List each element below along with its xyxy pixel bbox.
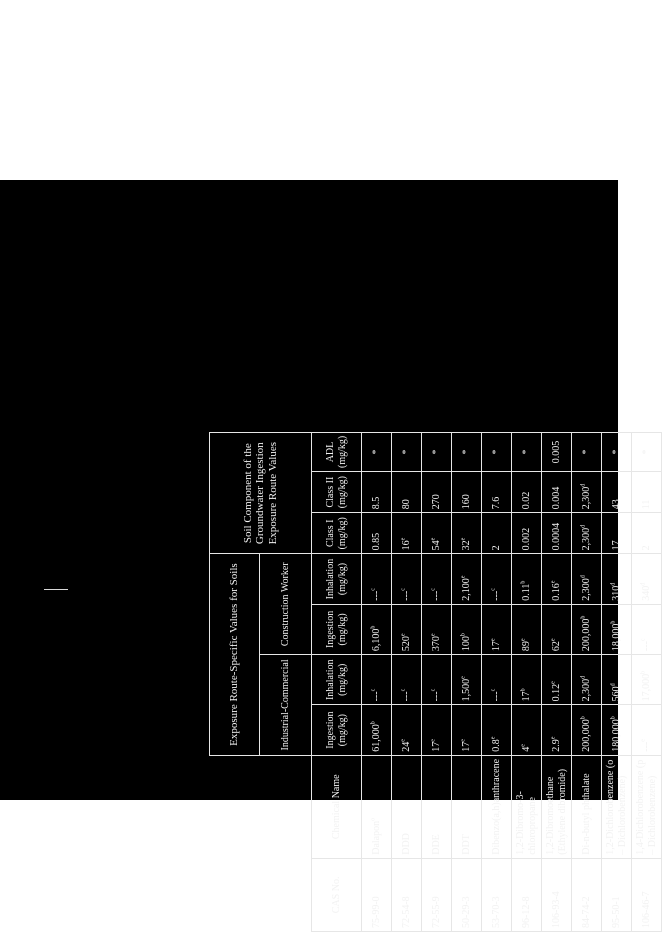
con-ingestion-cell-value: --- <box>640 641 652 652</box>
header-blank-cell <box>210 755 260 858</box>
ind-inhalation-cell-footnote: c <box>400 688 407 692</box>
class1-cell <box>512 513 542 554</box>
class2-cell-value: 270 <box>430 494 442 510</box>
chemical-name-cell-value: Di-n-butyl phthalate <box>580 773 592 855</box>
ind-inhalation-cell-footnote: b <box>520 688 527 692</box>
scan-mark-dash <box>44 589 68 590</box>
col-con-inhalation: Inhalation (mg/kg) <box>312 554 362 604</box>
ind-inhalation-cell-value: --- <box>430 691 442 702</box>
con-inhalation-cell-value: --- <box>370 590 382 601</box>
con-inhalation-cell <box>632 554 662 604</box>
class2-cell <box>422 472 452 513</box>
col-ind-ingestion: Ingestion (mg/kg) <box>312 705 362 755</box>
class2-cell <box>632 472 662 513</box>
class1-cell-value: 16 <box>400 540 412 551</box>
cas-cell-value: 84-74-2 <box>580 896 592 928</box>
ind-inhalation-cell-footnote: c <box>490 688 497 692</box>
ind-inhalation-cell-footnote: c <box>370 688 377 692</box>
table-row <box>512 433 542 932</box>
class2-cell-value: 7.6 <box>490 496 502 510</box>
con-inhalation-cell-footnote: c <box>430 588 437 591</box>
ind-inhalation-cell-footnote: c <box>430 688 437 692</box>
cas-cell <box>512 858 542 931</box>
ind-ingestion-cell-footnote: e <box>400 739 407 742</box>
ind-ingestion-cell-footnote: b <box>580 716 587 720</box>
ind-ingestion-cell-footnote: e <box>550 736 557 740</box>
table-row <box>422 433 452 932</box>
class1-cell-footnote: e <box>460 537 467 541</box>
ind-ingestion-cell-footnote: e <box>430 739 437 742</box>
class2-cell <box>602 472 632 513</box>
ind-inhalation-cell-value: --- <box>370 691 382 702</box>
cas-cell <box>362 858 392 931</box>
chemical-name-cell <box>542 755 572 858</box>
ind-ingestion-cell-footnote: e <box>520 744 527 747</box>
con-ingestion-cell-footnote: e <box>520 638 527 642</box>
con-inhalation-cell-footnote: c <box>490 588 497 591</box>
ind-ingestion-cell <box>452 705 482 755</box>
ind-ingestion-cell-value: 17 <box>430 741 442 752</box>
chemical-name-cell-value: DDE <box>430 834 442 855</box>
con-ingestion-cell-value: 520 <box>400 636 412 652</box>
chemical-name-cell <box>452 755 482 858</box>
table-row <box>602 433 632 932</box>
adl-cell-value: * <box>430 449 442 455</box>
con-inhalation-cell-footnote: e <box>550 580 557 584</box>
class1-cell-footnote: d <box>580 524 587 528</box>
class1-cell-value: 0.85 <box>370 532 382 551</box>
cas-cell <box>452 858 482 931</box>
ind-inhalation-cell <box>632 655 662 705</box>
con-inhalation-cell-footnote: c <box>400 588 407 591</box>
con-inhalation-cell <box>422 554 452 604</box>
con-ingestion-cell-value: 200,000 <box>580 618 592 652</box>
ind-inhalation-cell-footnote: d <box>610 683 617 687</box>
class1-cell-value: 54 <box>430 540 442 551</box>
class1-cell <box>632 513 662 554</box>
ind-inhalation-cell-value: 560 <box>610 686 622 702</box>
ind-ingestion-cell-footnote: e <box>640 739 647 742</box>
con-ingestion-cell <box>572 604 602 654</box>
cas-cell-value: 96-12-8 <box>520 896 532 928</box>
con-inhalation-cell-value: 2,300 <box>580 578 592 601</box>
con-inhalation-cell-footnote: d <box>580 575 587 579</box>
ind-inhalation-cell <box>422 655 452 705</box>
con-ingestion-cell-footnote: e <box>550 638 557 642</box>
adl-cell-value: * <box>490 449 502 455</box>
cas-cell-value: 72-55-9 <box>430 896 442 928</box>
class2-cell <box>482 472 512 513</box>
table-row <box>632 433 662 932</box>
chemical-name-cell <box>572 755 602 858</box>
header-blank-cell <box>260 858 312 931</box>
table-row <box>542 433 572 932</box>
con-ingestion-cell <box>512 604 542 654</box>
ind-inhalation-cell-footnote: e <box>550 681 557 684</box>
adl-cell <box>512 433 542 472</box>
col-name: Chemical Name <box>312 755 362 858</box>
ind-ingestion-cell-footnote: e <box>490 736 497 740</box>
chemical-name-cell <box>362 755 392 858</box>
con-inhalation-cell-footnote: d <box>640 582 647 586</box>
class1-cell-value: 2 <box>490 545 502 551</box>
ind-ingestion-cell <box>602 705 632 755</box>
con-ingestion-cell-value: 62 <box>550 641 562 652</box>
class1-cell-value: 0.0004 <box>550 522 562 551</box>
ind-inhalation-cell-footnote: d <box>580 675 587 679</box>
class2-cell-value: 160 <box>460 494 472 510</box>
con-ingestion-cell <box>422 604 452 654</box>
ind-ingestion-cell-value: --- <box>640 741 652 752</box>
con-inhalation-cell-value: --- <box>490 590 502 601</box>
con-ingestion-cell-value: 89 <box>520 641 532 652</box>
header-blank-cell <box>260 755 312 858</box>
table-body <box>362 433 662 932</box>
cas-cell-value: 50-29-3 <box>460 896 472 928</box>
ind-ingestion-cell-value: 200,000 <box>580 719 592 752</box>
con-inhalation-cell <box>512 554 542 604</box>
cas-cell <box>392 858 422 931</box>
construction-title: Construction Worker <box>260 554 312 655</box>
con-ingestion-cell-footnote: b <box>460 633 467 637</box>
class1-cell <box>602 513 632 554</box>
ind-inhalation-cell-value: 17 <box>520 691 532 702</box>
ind-inhalation-cell-value: 2,300 <box>580 678 592 702</box>
ind-inhalation-cell-value: 17,000 <box>640 673 652 702</box>
chemical-name-cell-value: 1,2-Dichlorobenzene (o – Dichlorobenzene) <box>605 759 628 855</box>
ind-ingestion-cell-footnote: e <box>460 739 467 742</box>
col-class2: Class II (mg/kg) <box>312 472 362 513</box>
class2-cell-value: 11 <box>640 499 652 510</box>
adl-cell <box>452 433 482 472</box>
class1-cell-value: 2,300 <box>580 527 592 551</box>
ind-ingestion-cell <box>362 705 392 755</box>
cas-cell <box>632 858 662 931</box>
chemical-name-cell <box>512 755 542 858</box>
cas-cell-value: 53-70-3 <box>490 896 502 928</box>
class1-cell <box>542 513 572 554</box>
con-inhalation-cell-value: 2,100 <box>460 578 472 601</box>
ind-ingestion-cell-value: 4 <box>520 746 532 752</box>
class1-cell-value: 2 <box>640 545 652 551</box>
con-inhalation-cell <box>362 554 392 604</box>
exposure-values-table <box>209 432 662 932</box>
ind-ingestion-cell <box>512 705 542 755</box>
class1-cell <box>362 513 392 554</box>
ind-ingestion-cell <box>482 705 512 755</box>
ind-ingestion-cell <box>542 705 572 755</box>
ind-ingestion-cell-value: 24 <box>400 741 412 752</box>
table-row <box>362 433 392 932</box>
adl-cell <box>482 433 512 472</box>
ind-inhalation-cell <box>452 655 482 705</box>
class1-cell <box>452 513 482 554</box>
cas-cell <box>542 858 572 931</box>
table-row <box>482 433 512 932</box>
con-ingestion-cell-value: 100 <box>460 636 472 652</box>
con-ingestion-cell-value: 370 <box>430 636 442 652</box>
chemical-name-cell <box>392 755 422 858</box>
ind-ingestion-cell <box>632 705 662 755</box>
class1-cell-value: 32 <box>460 540 472 551</box>
class2-cell <box>512 472 542 513</box>
class2-cell <box>572 472 602 513</box>
con-ingestion-cell <box>392 604 422 654</box>
col-adl: ADL (mg/kg) <box>312 433 362 472</box>
ind-ingestion-cell-footnote: b <box>610 716 617 720</box>
con-inhalation-cell <box>452 554 482 604</box>
ind-inhalation-cell-footnote: e <box>460 676 467 679</box>
class1-cell-footnote: e <box>400 537 407 541</box>
con-ingestion-cell-footnote: e <box>490 638 497 642</box>
con-inhalation-cell <box>602 554 632 604</box>
class2-cell-value: 80 <box>400 499 412 510</box>
class2-cell-value: 0.004 <box>550 486 562 510</box>
chemical-name-cell <box>602 755 632 858</box>
ind-inhalation-cell <box>572 655 602 705</box>
cas-cell-value: 75-99-0 <box>370 896 382 928</box>
chemical-name-cell-footnote: o <box>370 817 377 821</box>
chemical-name-cell <box>632 755 662 858</box>
class2-cell <box>362 472 392 513</box>
class1-cell-footnote: e <box>430 537 437 541</box>
table-row <box>392 433 422 932</box>
con-inhalation-cell-value: --- <box>400 590 412 601</box>
cas-cell <box>572 858 602 931</box>
ind-ingestion-cell <box>572 705 602 755</box>
adl-cell <box>362 433 392 472</box>
class2-cell-value: 0.02 <box>520 491 532 510</box>
ind-ingestion-cell <box>392 705 422 755</box>
chemical-name-cell-value: 1,4-Dichlorobenzene (p – Dichlorobenzene) <box>635 759 658 855</box>
con-ingestion-cell-value: 6,100 <box>370 628 382 652</box>
adl-cell-value: * <box>520 449 532 455</box>
ind-ingestion-cell-value: 180,000 <box>610 719 622 752</box>
adl-cell-value: * <box>460 449 472 455</box>
con-inhalation-cell <box>392 554 422 604</box>
con-inhalation-cell-value: 340 <box>640 585 652 601</box>
adl-cell <box>422 433 452 472</box>
scanned-page <box>0 180 658 928</box>
ind-inhalation-cell <box>512 655 542 705</box>
con-inhalation-cell-value: 0.11 <box>520 583 532 601</box>
class1-cell <box>392 513 422 554</box>
class1-cell-value: 17 <box>610 540 622 551</box>
con-ingestion-cell <box>452 604 482 654</box>
class1-cell <box>482 513 512 554</box>
adl-cell-value: 0.005 <box>550 440 562 464</box>
adl-cell-value: * <box>580 449 592 455</box>
col-con-ingestion: Ingestion (mg/kg) <box>312 604 362 654</box>
adl-cell <box>542 433 572 472</box>
adl-cell <box>572 433 602 472</box>
ind-inhalation-cell-value: 0.12 <box>550 683 562 702</box>
table-row <box>452 433 482 932</box>
ind-ingestion-cell <box>422 705 452 755</box>
con-ingestion-cell <box>362 604 392 654</box>
con-ingestion-cell-footnote: b <box>580 615 587 619</box>
con-ingestion-cell <box>602 604 632 654</box>
con-inhalation-cell-footnote: d <box>610 582 617 586</box>
ind-ingestion-cell-value: 0.8 <box>490 739 502 752</box>
class2-cell <box>542 472 572 513</box>
group-title: Exposure Route-Specific Values for Soils <box>210 554 260 755</box>
con-inhalation-cell-value: 0.16 <box>550 583 562 601</box>
ind-inhalation-cell <box>482 655 512 705</box>
chemical-name-cell-value: Dalapon <box>370 820 382 855</box>
class2-cell <box>392 472 422 513</box>
ind-inhalation-cell-value: 1,500 <box>460 678 472 702</box>
ind-ingestion-cell-value: 17 <box>460 741 472 752</box>
class1-cell <box>572 513 602 554</box>
rotated-table-wrapper <box>209 432 658 932</box>
ind-inhalation-cell <box>542 655 572 705</box>
con-ingestion-cell <box>632 604 662 654</box>
con-ingestion-cell-footnote: e <box>430 633 437 637</box>
con-inhalation-cell <box>482 554 512 604</box>
chemical-name-cell-value: 1,2-Dibromo-3-chloropropane <box>515 791 538 855</box>
industrial-title: Industrial-Commercial <box>260 655 312 756</box>
chemical-name-cell <box>482 755 512 858</box>
cas-cell <box>602 858 632 931</box>
adl-cell-value: * <box>610 449 622 455</box>
chemical-name-cell <box>422 755 452 858</box>
class2-cell-footnote: d <box>580 483 587 487</box>
ind-ingestion-cell-value: 2.9 <box>550 739 562 752</box>
adl-cell <box>632 433 662 472</box>
con-ingestion-cell <box>482 604 512 654</box>
con-ingestion-cell-value: 18,000 <box>610 623 622 652</box>
con-inhalation-cell <box>542 554 572 604</box>
con-inhalation-cell-value: --- <box>430 590 442 601</box>
con-ingestion-cell-footnote: e <box>400 633 407 637</box>
chemical-name-cell-value: DDT <box>460 834 472 855</box>
col-ind-inhalation: Inhalation (mg/kg) <box>312 655 362 705</box>
ind-inhalation-cell-footnote: b <box>640 670 647 674</box>
col-cas: CAS No. <box>312 858 362 931</box>
con-inhalation-cell-value: 310 <box>610 585 622 601</box>
con-ingestion-cell <box>542 604 572 654</box>
cas-cell-value: 106-93-4 <box>550 891 562 928</box>
adl-cell <box>392 433 422 472</box>
con-ingestion-cell-value: 17 <box>490 641 502 652</box>
con-ingestion-cell-footnote: b <box>610 620 617 624</box>
class2-cell-value: 43 <box>610 499 622 510</box>
class2-cell <box>452 472 482 513</box>
ind-inhalation-cell-value: --- <box>490 691 502 702</box>
cas-cell-value: 72-54-8 <box>400 896 412 928</box>
cas-cell <box>422 858 452 931</box>
class1-cell-value: 0.002 <box>520 527 532 551</box>
ind-inhalation-cell <box>602 655 632 705</box>
ind-ingestion-cell-footnote: b <box>370 721 377 725</box>
con-inhalation-cell-footnote: b <box>520 580 527 584</box>
ind-ingestion-cell-value: 61,000 <box>370 724 382 752</box>
adl-cell-value: * <box>400 449 412 455</box>
class1-cell <box>422 513 452 554</box>
ind-inhalation-cell <box>392 655 422 705</box>
chemical-name-cell-value: Dibenzo(a,h)anthracene <box>490 758 502 855</box>
col-class1: Class I (mg/kg) <box>312 513 362 554</box>
con-ingestion-cell-footnote: c <box>640 638 647 642</box>
soil-gw-title: Soil Component of the Groundwater Ingestion Exposure Route Values <box>210 433 312 554</box>
con-inhalation-cell-footnote: e <box>460 575 467 579</box>
cas-cell <box>482 858 512 931</box>
ind-inhalation-cell <box>362 655 392 705</box>
chemical-name-cell-value: 1,2-Dibromoethane (Ethylene dibromide) <box>545 768 568 855</box>
table-row <box>572 433 602 932</box>
cas-cell-value: 106-46-7 <box>640 891 652 928</box>
adl-cell <box>602 433 632 472</box>
class2-cell-value: 8.5 <box>370 496 382 510</box>
chemical-name-cell-value: DDD <box>400 833 412 855</box>
con-inhalation-cell <box>572 554 602 604</box>
con-inhalation-cell-footnote: c <box>370 588 377 591</box>
header-blank-cell <box>210 858 260 931</box>
adl-cell-value: * <box>640 449 652 455</box>
ind-inhalation-cell-value: --- <box>400 691 412 702</box>
con-ingestion-cell-footnote: b <box>370 625 377 629</box>
class2-cell-value: 2,300 <box>580 486 592 510</box>
adl-cell-value: * <box>370 449 382 455</box>
cas-cell-value: 95-50-1 <box>610 896 622 928</box>
